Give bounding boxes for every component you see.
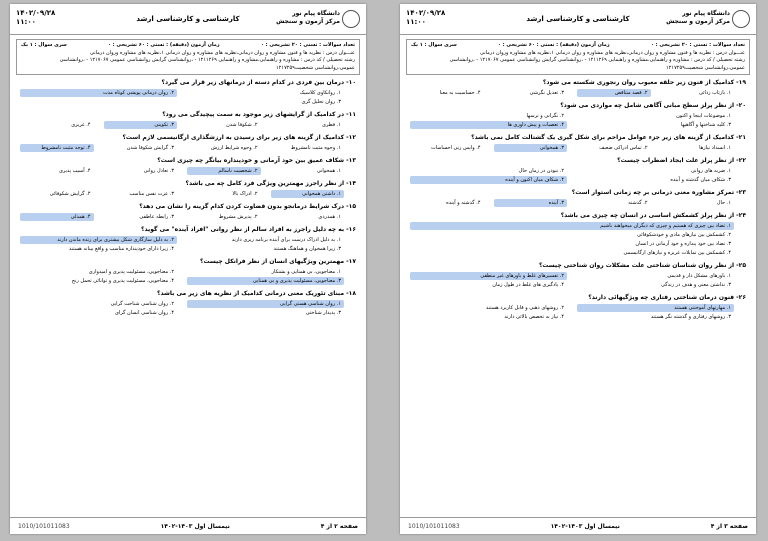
answer-options [20,121,356,129]
answer-option[interactable]: ۲. ادراک بالا [232,191,258,197]
question-text: ۲۶- فنون درمان شناختی رفتاری چه ویژگیهائی دارند؟ [588,294,746,301]
answer-option[interactable]: ۴. گرایش شکوفائی [49,191,91,197]
exam-date: ۱۴۰۲/۰۹/۲۸ [406,9,446,17]
question-text: ۲۱- کدامیک از گزینه های زیر جزء عوامل مزاحم برای شکل گیری یک گشتالت کامل نمی باشد؟ [471,134,746,141]
answer-option[interactable]: ۲. وجوه شرایط ارزش [210,145,258,151]
question [410,189,746,207]
selected-answer-option[interactable]: ۳. آینده [494,199,568,207]
question [20,203,356,221]
field-course-code: رشته تحصیلی / کد درس : مشاوره و راهنمایی،مشاوره و راهنمایی ۱۲۱۱۲۶۹ - ،روانشناسی گرایش روانشناسی عمومی ۱۲۱۷۰۶۷ - ،روانشناسی عمومی،روانشناسی شخصیت۱۲۱۷۲۵۹ [59,57,355,71]
answer-option[interactable]: ۴. روان شناسی انسان گرای [115,310,174,316]
exam-duration: زمان آزمون (دقیقه) : تستی : ۶۰ تشریحی : ۰ [497,42,610,48]
answer-option[interactable]: ۱. حال [716,200,731,206]
answer-option[interactable]: ۱. همدردی [318,214,341,220]
answer-option[interactable]: ۲. نگرانی و ترسها [526,113,564,119]
question-text: ۱۶- به چه دلیل راجرز به افراد سالم از نظر روانی "افراد آینده" می گوید؟ [141,226,356,233]
answer-option[interactable]: ۲. نبودن در زمان حال [518,168,564,174]
exam-date-time [16,9,55,27]
answer-option[interactable]: ۱. بازتاب زدائی [699,90,731,96]
page-footer [400,517,756,534]
answer-option[interactable]: ۳. نداشتن معنی و هدف در زندگی [661,282,731,288]
selected-answer-option[interactable]: ۱. روان شناسی هستی گرایی [187,300,344,308]
selected-answer-option[interactable]: ۳. همخوانی [494,144,568,152]
answer-option[interactable]: ۱. ضربه های روانی [691,168,731,174]
question [20,111,356,129]
question [20,79,356,106]
exam-info-box [406,39,750,75]
answer-option[interactable]: ۴. زیرا دارای خودپنداره مناسب و واقع بینانه هستند [69,246,174,252]
answer-options [20,268,356,285]
question [410,79,746,97]
university-line1: دانشگاه پیام نور [682,10,730,17]
exam-page-3 [400,4,756,534]
question-text: ۱۰- درمان بین فردی در کدام دسته از درمانهای زیر قرار می گیرد؟ [161,79,356,86]
exam-time: ۱۱:۰۰ [16,18,36,26]
page-footer [10,517,366,534]
selected-answer-option[interactable]: ۳. معناجویی، مسئولیت پذیری و بی همتایی [187,277,344,285]
answer-options [410,272,746,289]
answer-options [410,199,746,207]
answer-option[interactable]: ۱. معناجویی، بی همتایی و بشتکار [271,269,341,275]
answer-option[interactable]: ۳. شکاف میان گذشته و آینده [670,177,731,183]
question [410,294,746,321]
exam-date: ۱۴۰۲/۰۹/۲۸ [16,9,56,17]
selected-answer-option[interactable]: ۲. به دلیل سازگاری شکل بیشتری برای زنده ماندن دارند [20,236,177,244]
exam-duration: زمان آزمون (دقیقه) : تستی : ۶۰ تشریحی : ۰ [107,42,220,48]
answer-options [410,89,746,97]
answer-option[interactable]: ۲. گذشته [628,200,648,206]
question [20,290,356,317]
answer-options [410,144,746,152]
answer-option[interactable]: ۳. تضاد بین خود پنداره و خود آرمانی در انسان [635,241,731,247]
question-text: ۲۵- از نظر روان شناسان شناختی علت مشکلات روان شناختی چیست؟ [538,262,746,269]
answer-options [20,190,356,198]
answer-option[interactable]: ۴. واپس زنی احساسات [431,145,481,151]
page-number: صفحه ۲ از ۴ [320,522,358,530]
question [20,157,356,175]
answer-option[interactable]: ۴. کشمکش بین تمایلات غریزه و نیازهای ارگانیسمی [623,250,731,256]
university-line2: مرکز آزمون و سنجش [666,18,730,25]
selected-answer-option[interactable]: ۲. شخصیت ناسالم [187,167,261,175]
selected-answer-option[interactable]: ۴. توجه مثبت نامشروط [20,144,94,152]
question-counts: تعداد سوالات : تستی : ۲۰ تشریحی : ۰ [650,42,745,48]
answer-option[interactable]: ۱. وجوه مثبت نامشروط [290,145,341,151]
answer-option[interactable]: ۱. به دلیل ادراک درست برای آینده برنامه ریزی دارند [231,237,341,243]
answer-option[interactable]: ۳. رابطه عاطفی [139,214,174,220]
question-text: ۱۵- درک شرایط درمانجو بدون قضاوت کردن کدام گزینه را نشان می دهد؟ [139,203,356,210]
answer-option[interactable]: ۳. زیرا همخوان و هماهنگ هستند [273,246,341,252]
selected-answer-option[interactable]: ۴. تعصبات و پیش داوری ها [410,121,567,129]
answer-option[interactable]: ۴. غریزی [71,122,91,128]
selected-answer-option[interactable]: ۳. تکوینی [104,121,178,129]
answer-option[interactable]: ۲. تماس ادراکی ضعیف [599,145,648,151]
answer-options [410,304,746,321]
answer-option[interactable]: ۳. روان تحلیل گری [301,99,341,105]
question-series: سری سوال : ۱ یک [21,42,67,48]
selected-answer-option[interactable]: ۲. قصد متناقض [577,89,651,97]
answer-option[interactable]: ۲. شکوفا شدن [226,122,258,128]
selected-answer-option[interactable]: ۱. مهارتهای آموختنی هستند [577,304,734,312]
question-text: ۲۴- از نظر پرلز کشمکش اساسی در انسان چه چیزی می باشد؟ [560,212,746,219]
answer-option[interactable]: ۱. باورهای مشکل دار و قدیمی [667,273,731,279]
answer-option[interactable]: ۲. روشهای ذهنی و قابل کاربرد هستند [485,305,564,311]
selected-answer-option[interactable]: ۱. داشتن همخوانی [271,190,345,198]
question-text: ۱۷- مهمترین ویژگیهای انسان از نظر فرانکل چیست؟ [200,258,356,265]
answer-options [410,222,746,257]
answer-option[interactable]: ۳. گرایش شکوفا شدن [126,145,174,151]
question [410,157,746,184]
question-text: ۱۴- از نظر راجرز مهمترین ویژگی فرد کامل چه می باشد؟ [185,180,356,187]
answer-option[interactable]: ۳. کلیه شناختها و آگاهیها [680,122,731,128]
exam-code: 1010/101011083 [408,522,460,530]
exam-date-time [406,9,445,27]
answer-option[interactable]: ۴. گذشته و آینده [446,200,481,206]
exam-title: کارشناسی و کارشناسی ارشد [526,15,630,23]
answer-option[interactable]: ۴. یادگیری های غلط در طول زمان [492,282,564,288]
answer-option[interactable]: ۴. معناجویی، مسئولیت پذیری و توانائی تحمل رنج [71,278,174,284]
university-line1: دانشگاه پیام نور [292,10,340,17]
answer-option[interactable]: ۲. کشمکش بین نیازهای مادی و خودشکوفائی [637,232,731,238]
page-header [10,4,366,35]
question [410,102,746,129]
answer-option[interactable]: ۱. روانکاوی کلاسیک [299,90,341,96]
question [20,226,356,253]
question-list [10,75,366,317]
answer-options [20,144,356,152]
question-text: ۱۱- در کدامیک از گرایشهای زیر موجود به سمت پیچیدگی می رود؟ [162,111,356,118]
answer-option[interactable]: ۴. نیاز به تخصص بالائی دارند [504,314,564,320]
answer-option[interactable]: ۲. پذیرش مشروط [218,214,258,220]
answer-options [20,167,356,175]
answer-option[interactable] [20,98,177,106]
question [410,134,746,152]
selected-answer-option[interactable]: ۴. همدلی [20,213,94,221]
field-course-code: رشته تحصیلی / کد درس : مشاوره و راهنمایی،مشاوره و راهنمایی ۱۲۱۱۲۶۹ - ،روانشناسی گرایش روانشناسی عمومی ۱۲۱۷۰۶۷ - ،روانشناسی عمومی،روانشناسی شخصیت۱۲۱۷۲۵۹ [449,57,745,71]
course-title: عنـــوان درس : نظریه ها و فنون مشاوره و روان درمانی،نظریه های مشاوره و روان درمانی ۱،نظریه های مشاوره وروان درمانی [90,49,355,56]
selected-answer-option[interactable]: ۲. تفسیرهای غلط و باورهای غیر منطقی [410,272,567,280]
exam-code: 1010/101011083 [18,522,70,530]
exam-info-box [16,39,360,75]
question [20,258,356,285]
question-text: ۱۸- مبنای تئوریک معنی درمانی کدامیک از نظریه های زیر می باشد؟ [157,290,356,297]
answer-option[interactable]: ۳. تعادل روانی [143,168,174,174]
answer-option[interactable]: ۳. پدیدار شناختی [305,310,341,316]
answer-options [20,300,356,317]
exam-time: ۱۱:۰۰ [406,18,426,26]
term-label: نیمسال اول ۱۴۰۳-۱۴۰۲ [550,522,620,530]
question-text: ۲۳- تمرکز مشاوره معنی درمانی بر چه زمانی استوار است؟ [571,189,746,196]
answer-options [410,112,746,129]
answer-option[interactable]: ۱. همخوانی [316,168,341,174]
course-title: عنـــوان درس : نظریه ها و فنون مشاوره و روان درمانی،نظریه های مشاوره و روان درمانی ۱،نظریه های مشاوره وروان درمانی [480,49,745,56]
answer-option[interactable]: ۴. آسیب پذیری [58,168,91,174]
answer-option[interactable]: ۱. انسداد نیازها [699,145,731,151]
university-line2: مرکز آزمون و سنجش [276,18,340,25]
question-text: ۱۳- شکاف عمیق بین خود آرمانی و خودپنداره بیانگر چه چیزی است؟ [157,157,356,164]
answer-option[interactable]: ۱. فطری [321,122,341,128]
question-text: ۲۰- از نظر پرلز سطح مبانی آگاهی شامل چه مواردی می شود؟ [560,102,746,109]
answer-options [20,89,356,106]
question-counts: تعداد سوالات : تستی : ۲۰ تشریحی : ۰ [260,42,355,48]
question-text: ۲۲- از نظر پرلز علت ایجاد اضطراب چیست؟ [617,157,746,164]
term-label: نیمسال اول ۱۴۰۳-۱۴۰۲ [160,522,230,530]
answer-option[interactable]: ۳. تعدیل نگرشی [529,90,564,96]
question [410,262,746,289]
answer-option[interactable]: ۴. حساسیت به معنا [439,90,481,96]
answer-option[interactable]: ۲. معناجویی، مسئولیت پذیری و امیدواری [88,269,174,275]
page-header [400,4,756,35]
answer-option[interactable]: ۱. موضوعات اینجا و اکنون [676,113,731,119]
question-text: ۱۹- کدامیک از فنون زیر حلقه معیوب روان رنجوری شکسته می شود؟ [542,79,746,86]
question [410,212,746,257]
exam-title: کارشناسی و کارشناسی ارشد [136,15,240,23]
answer-option[interactable]: ۳. روشهای رفتاری و گذشته نگر هستند [650,314,731,320]
answer-option[interactable]: ۲. روان شناسی شناخت گرایی [110,301,174,307]
question-series: سری سوال : ۱ یک [411,42,457,48]
question [20,180,356,198]
answer-option[interactable]: ۳. عزت نفس مناسب [129,191,174,197]
answer-options [20,213,356,221]
question-list [400,75,756,321]
answer-options [20,236,356,253]
selected-answer-option[interactable]: ۴. شکاف میان اکنون و آینده [410,176,567,184]
page-number: صفحه ۳ از ۴ [710,522,748,530]
exam-page-2 [10,4,366,534]
selected-answer-option[interactable]: ۲. روان درمانی پویشی کوتاه مدت [20,89,177,97]
question-text: ۱۲- کدامیک از گزینه های زیر برای رسیدن به ارزشگذاری ارگانیسمی لازم است؟ [122,134,356,141]
selected-answer-option[interactable]: ۱. تضاد بین چیزی که هستیم و چیزی که دیگران میخواهند باشیم [410,222,734,230]
question [20,134,356,152]
answer-options [410,167,746,184]
